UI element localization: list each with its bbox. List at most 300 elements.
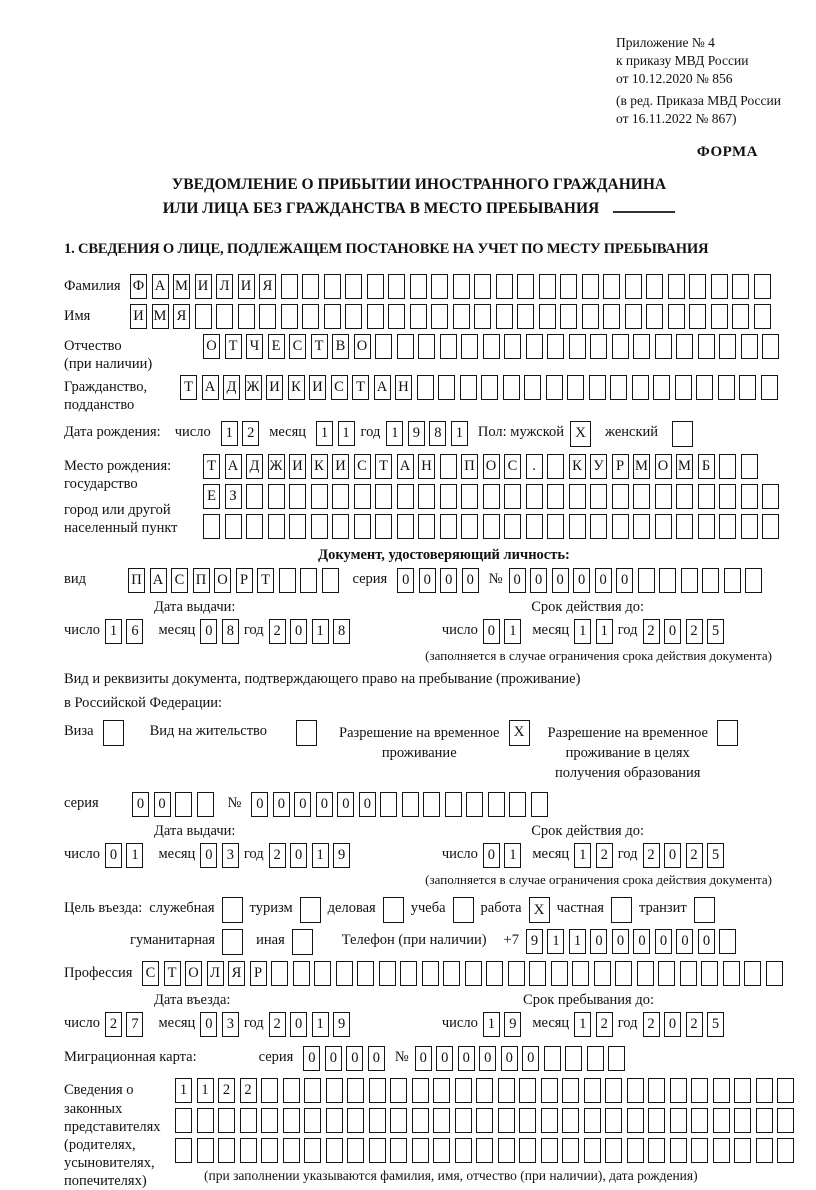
char-cell[interactable]: [281, 274, 298, 299]
char-cell[interactable]: [689, 274, 706, 299]
char-cell[interactable]: С: [354, 454, 371, 479]
char-cell[interactable]: [300, 568, 317, 593]
char-cell[interactable]: [304, 1078, 321, 1103]
char-cell[interactable]: [696, 375, 713, 400]
char-cell[interactable]: [551, 961, 568, 986]
char-cell[interactable]: О: [354, 334, 371, 359]
char-cell[interactable]: [539, 274, 556, 299]
char-cell[interactable]: [175, 1138, 192, 1163]
char-cell[interactable]: Ч: [246, 334, 263, 359]
char-cell[interactable]: [612, 484, 629, 509]
char-cell[interactable]: [680, 961, 697, 986]
char-cell[interactable]: [584, 1138, 601, 1163]
char-cell[interactable]: Е: [203, 484, 220, 509]
char-cell[interactable]: [777, 1078, 794, 1103]
char-cell[interactable]: [646, 274, 663, 299]
char-cell[interactable]: 2: [686, 1012, 703, 1037]
char-cell[interactable]: Т: [225, 334, 242, 359]
char-cell[interactable]: [498, 1078, 515, 1103]
char-cell[interactable]: [589, 375, 606, 400]
char-cell[interactable]: 8: [222, 619, 239, 644]
char-cell[interactable]: 0: [251, 792, 268, 817]
char-cell[interactable]: [504, 334, 521, 359]
char-cell[interactable]: 5: [707, 1012, 724, 1037]
char-cell[interactable]: [547, 334, 564, 359]
char-cell[interactable]: [304, 1138, 321, 1163]
char-cell[interactable]: [582, 274, 599, 299]
char-cell[interactable]: [670, 1078, 687, 1103]
char-cell[interactable]: С: [289, 334, 306, 359]
char-cell[interactable]: [388, 274, 405, 299]
char-cell[interactable]: 0: [316, 792, 333, 817]
char-cell[interactable]: 0: [655, 929, 672, 954]
char-cell[interactable]: Я: [228, 961, 245, 986]
char-cell[interactable]: [390, 1078, 407, 1103]
char-cell[interactable]: Л: [216, 274, 233, 299]
char-cell[interactable]: [732, 304, 749, 329]
char-cell[interactable]: [476, 1078, 493, 1103]
char-cell[interactable]: К: [311, 454, 328, 479]
char-cell[interactable]: О: [214, 568, 231, 593]
char-cell[interactable]: 0: [325, 1046, 342, 1071]
char-cell[interactable]: [659, 568, 676, 593]
char-cell[interactable]: И: [332, 454, 349, 479]
char-cell[interactable]: [605, 1078, 622, 1103]
char-cell[interactable]: [498, 1108, 515, 1133]
temp-residence-edu-checkbox[interactable]: [717, 720, 738, 746]
char-cell[interactable]: [293, 961, 310, 986]
char-cell[interactable]: [541, 1138, 558, 1163]
char-cell[interactable]: [453, 274, 470, 299]
char-cell[interactable]: 9: [333, 843, 350, 868]
char-cell[interactable]: С: [171, 568, 188, 593]
char-cell[interactable]: [322, 568, 339, 593]
char-cell[interactable]: [762, 514, 779, 539]
char-cell[interactable]: [658, 961, 675, 986]
char-cell[interactable]: [637, 961, 654, 986]
char-cell[interactable]: С: [142, 961, 159, 986]
char-cell[interactable]: 1: [504, 619, 521, 644]
char-cell[interactable]: [724, 568, 741, 593]
char-cell[interactable]: [461, 484, 478, 509]
char-cell[interactable]: К: [288, 375, 305, 400]
char-cell[interactable]: 1: [338, 421, 355, 446]
char-cell[interactable]: 1: [574, 1012, 591, 1037]
char-cell[interactable]: 2: [643, 619, 660, 644]
char-cell[interactable]: [498, 1138, 515, 1163]
char-cell[interactable]: [547, 454, 564, 479]
char-cell[interactable]: 1: [312, 1012, 329, 1037]
char-cell[interactable]: И: [195, 274, 212, 299]
char-cell[interactable]: О: [203, 334, 220, 359]
char-cell[interactable]: 1: [451, 421, 468, 446]
char-cell[interactable]: [638, 568, 655, 593]
char-cell[interactable]: [347, 1138, 364, 1163]
char-cell[interactable]: 0: [458, 1046, 475, 1071]
char-cell[interactable]: [367, 274, 384, 299]
char-cell[interactable]: [625, 304, 642, 329]
char-cell[interactable]: [474, 304, 491, 329]
char-cell[interactable]: 0: [664, 1012, 681, 1037]
purpose-transit-checkbox[interactable]: [694, 897, 715, 923]
char-cell[interactable]: [440, 334, 457, 359]
char-cell[interactable]: 5: [707, 619, 724, 644]
char-cell[interactable]: [240, 1138, 257, 1163]
char-cell[interactable]: [762, 334, 779, 359]
char-cell[interactable]: [483, 514, 500, 539]
char-cell[interactable]: [369, 1078, 386, 1103]
char-cell[interactable]: [481, 375, 498, 400]
char-cell[interactable]: [412, 1078, 429, 1103]
char-cell[interactable]: [410, 274, 427, 299]
char-cell[interactable]: Ф: [130, 274, 147, 299]
char-cell[interactable]: 1: [483, 1012, 500, 1037]
char-cell[interactable]: [410, 304, 427, 329]
char-cell[interactable]: М: [173, 274, 190, 299]
char-cell[interactable]: [261, 1108, 278, 1133]
char-cell[interactable]: [632, 375, 649, 400]
char-cell[interactable]: [648, 1078, 665, 1103]
char-cell[interactable]: 3: [222, 1012, 239, 1037]
char-cell[interactable]: [560, 274, 577, 299]
char-cell[interactable]: 2: [105, 1012, 122, 1037]
char-cell[interactable]: [332, 484, 349, 509]
char-cell[interactable]: 9: [333, 1012, 350, 1037]
char-cell[interactable]: Р: [612, 454, 629, 479]
char-cell[interactable]: [582, 304, 599, 329]
char-cell[interactable]: [440, 454, 457, 479]
char-cell[interactable]: [314, 961, 331, 986]
purpose-official-checkbox[interactable]: [222, 897, 243, 923]
char-cell[interactable]: 0: [290, 843, 307, 868]
char-cell[interactable]: И: [266, 375, 283, 400]
char-cell[interactable]: 2: [686, 619, 703, 644]
char-cell[interactable]: [422, 961, 439, 986]
char-cell[interactable]: 0: [595, 568, 612, 593]
char-cell[interactable]: [745, 568, 762, 593]
char-cell[interactable]: [268, 514, 285, 539]
char-cell[interactable]: 1: [105, 619, 122, 644]
char-cell[interactable]: 9: [408, 421, 425, 446]
char-cell[interactable]: [701, 961, 718, 986]
char-cell[interactable]: [744, 961, 761, 986]
char-cell[interactable]: [741, 484, 758, 509]
char-cell[interactable]: [681, 568, 698, 593]
char-cell[interactable]: .: [526, 454, 543, 479]
char-cell[interactable]: [648, 1138, 665, 1163]
char-cell[interactable]: [676, 484, 693, 509]
char-cell[interactable]: [304, 1108, 321, 1133]
char-cell[interactable]: [289, 514, 306, 539]
char-cell[interactable]: [412, 1108, 429, 1133]
char-cell[interactable]: 0: [530, 568, 547, 593]
char-cell[interactable]: Т: [257, 568, 274, 593]
char-cell[interactable]: [698, 514, 715, 539]
char-cell[interactable]: [197, 1108, 214, 1133]
char-cell[interactable]: А: [374, 375, 391, 400]
char-cell[interactable]: [519, 1108, 536, 1133]
char-cell[interactable]: [718, 375, 735, 400]
char-cell[interactable]: 0: [105, 843, 122, 868]
char-cell[interactable]: 1: [221, 421, 238, 446]
char-cell[interactable]: Т: [352, 375, 369, 400]
char-cell[interactable]: [388, 304, 405, 329]
char-cell[interactable]: 0: [132, 792, 149, 817]
char-cell[interactable]: [336, 961, 353, 986]
char-cell[interactable]: [357, 961, 374, 986]
char-cell[interactable]: 0: [633, 929, 650, 954]
char-cell[interactable]: [560, 304, 577, 329]
char-cell[interactable]: Ж: [268, 454, 285, 479]
char-cell[interactable]: [455, 1138, 472, 1163]
char-cell[interactable]: [455, 1108, 472, 1133]
char-cell[interactable]: [698, 334, 715, 359]
char-cell[interactable]: 0: [200, 1012, 217, 1037]
char-cell[interactable]: Т: [164, 961, 181, 986]
char-cell[interactable]: [605, 1108, 622, 1133]
char-cell[interactable]: 0: [664, 619, 681, 644]
char-cell[interactable]: 0: [419, 568, 436, 593]
char-cell[interactable]: 0: [479, 1046, 496, 1071]
char-cell[interactable]: [562, 1108, 579, 1133]
char-cell[interactable]: [691, 1078, 708, 1103]
char-cell[interactable]: [689, 304, 706, 329]
char-cell[interactable]: 0: [346, 1046, 363, 1071]
char-cell[interactable]: П: [461, 454, 478, 479]
char-cell[interactable]: [476, 1108, 493, 1133]
char-cell[interactable]: [238, 304, 255, 329]
char-cell[interactable]: [526, 484, 543, 509]
char-cell[interactable]: 0: [483, 843, 500, 868]
char-cell[interactable]: [268, 484, 285, 509]
char-cell[interactable]: [655, 484, 672, 509]
char-cell[interactable]: 0: [573, 568, 590, 593]
char-cell[interactable]: 0: [440, 568, 457, 593]
purpose-other-checkbox[interactable]: [292, 929, 313, 955]
char-cell[interactable]: [539, 304, 556, 329]
char-cell[interactable]: П: [193, 568, 210, 593]
char-cell[interactable]: [496, 274, 513, 299]
char-cell[interactable]: [777, 1138, 794, 1163]
char-cell[interactable]: [572, 961, 589, 986]
char-cell[interactable]: [380, 792, 397, 817]
char-cell[interactable]: [418, 514, 435, 539]
char-cell[interactable]: [603, 304, 620, 329]
char-cell[interactable]: [691, 1108, 708, 1133]
char-cell[interactable]: 0: [200, 619, 217, 644]
residence-permit-checkbox[interactable]: [296, 720, 317, 746]
char-cell[interactable]: 0: [337, 792, 354, 817]
char-cell[interactable]: [324, 304, 341, 329]
char-cell[interactable]: [283, 1078, 300, 1103]
char-cell[interactable]: [777, 1108, 794, 1133]
char-cell[interactable]: [369, 1138, 386, 1163]
char-cell[interactable]: [594, 961, 611, 986]
char-cell[interactable]: 7: [126, 1012, 143, 1037]
char-cell[interactable]: [524, 375, 541, 400]
char-cell[interactable]: [605, 1138, 622, 1163]
char-cell[interactable]: [612, 514, 629, 539]
char-cell[interactable]: Т: [203, 454, 220, 479]
char-cell[interactable]: [453, 304, 470, 329]
char-cell[interactable]: [311, 484, 328, 509]
char-cell[interactable]: [531, 792, 548, 817]
char-cell[interactable]: [761, 375, 778, 400]
char-cell[interactable]: [517, 304, 534, 329]
char-cell[interactable]: 3: [222, 843, 239, 868]
char-cell[interactable]: 2: [269, 619, 286, 644]
char-cell[interactable]: [633, 514, 650, 539]
char-cell[interactable]: 1: [547, 929, 564, 954]
char-cell[interactable]: 1: [126, 843, 143, 868]
char-cell[interactable]: [240, 1108, 257, 1133]
char-cell[interactable]: [412, 1138, 429, 1163]
char-cell[interactable]: [281, 304, 298, 329]
char-cell[interactable]: [216, 304, 233, 329]
char-cell[interactable]: [289, 484, 306, 509]
char-cell[interactable]: И: [130, 304, 147, 329]
char-cell[interactable]: [627, 1108, 644, 1133]
char-cell[interactable]: 2: [269, 1012, 286, 1037]
char-cell[interactable]: [390, 1138, 407, 1163]
char-cell[interactable]: Н: [395, 375, 412, 400]
char-cell[interactable]: 0: [397, 568, 414, 593]
char-cell[interactable]: О: [483, 454, 500, 479]
char-cell[interactable]: [433, 1138, 450, 1163]
char-cell[interactable]: 1: [569, 929, 586, 954]
char-cell[interactable]: [567, 375, 584, 400]
char-cell[interactable]: 1: [197, 1078, 214, 1103]
char-cell[interactable]: [734, 1138, 751, 1163]
char-cell[interactable]: [590, 484, 607, 509]
char-cell[interactable]: [445, 792, 462, 817]
char-cell[interactable]: [741, 334, 758, 359]
char-cell[interactable]: 0: [522, 1046, 539, 1071]
char-cell[interactable]: [610, 375, 627, 400]
char-cell[interactable]: 0: [501, 1046, 518, 1071]
char-cell[interactable]: [569, 334, 586, 359]
char-cell[interactable]: [461, 334, 478, 359]
char-cell[interactable]: И: [309, 375, 326, 400]
char-cell[interactable]: [544, 1046, 561, 1071]
char-cell[interactable]: [723, 961, 740, 986]
char-cell[interactable]: [675, 375, 692, 400]
char-cell[interactable]: [326, 1078, 343, 1103]
char-cell[interactable]: [741, 514, 758, 539]
char-cell[interactable]: Д: [246, 454, 263, 479]
female-checkbox[interactable]: [672, 421, 693, 447]
char-cell[interactable]: [711, 274, 728, 299]
char-cell[interactable]: [713, 1108, 730, 1133]
char-cell[interactable]: [433, 1078, 450, 1103]
char-cell[interactable]: 0: [590, 929, 607, 954]
char-cell[interactable]: [517, 274, 534, 299]
char-cell[interactable]: 0: [436, 1046, 453, 1071]
char-cell[interactable]: [587, 1046, 604, 1071]
char-cell[interactable]: [460, 375, 477, 400]
char-cell[interactable]: [367, 304, 384, 329]
char-cell[interactable]: Т: [311, 334, 328, 359]
char-cell[interactable]: [311, 514, 328, 539]
char-cell[interactable]: [754, 304, 771, 329]
char-cell[interactable]: 1: [312, 843, 329, 868]
char-cell[interactable]: [603, 274, 620, 299]
char-cell[interactable]: [197, 1138, 214, 1163]
char-cell[interactable]: [418, 484, 435, 509]
char-cell[interactable]: [569, 514, 586, 539]
char-cell[interactable]: [562, 1078, 579, 1103]
char-cell[interactable]: 0: [154, 792, 171, 817]
char-cell[interactable]: У: [590, 454, 607, 479]
char-cell[interactable]: 8: [333, 619, 350, 644]
char-cell[interactable]: [719, 334, 736, 359]
char-cell[interactable]: 0: [462, 568, 479, 593]
char-cell[interactable]: Ж: [245, 375, 262, 400]
char-cell[interactable]: О: [655, 454, 672, 479]
char-cell[interactable]: Б: [698, 454, 715, 479]
char-cell[interactable]: [259, 304, 276, 329]
char-cell[interactable]: 2: [240, 1078, 257, 1103]
char-cell[interactable]: [526, 514, 543, 539]
char-cell[interactable]: [379, 961, 396, 986]
char-cell[interactable]: С: [331, 375, 348, 400]
char-cell[interactable]: 2: [218, 1078, 235, 1103]
char-cell[interactable]: [739, 375, 756, 400]
char-cell[interactable]: 0: [368, 1046, 385, 1071]
char-cell[interactable]: [741, 454, 758, 479]
char-cell[interactable]: [279, 568, 296, 593]
char-cell[interactable]: [175, 792, 192, 817]
char-cell[interactable]: [246, 514, 263, 539]
char-cell[interactable]: [397, 334, 414, 359]
char-cell[interactable]: 1: [504, 843, 521, 868]
char-cell[interactable]: 0: [616, 568, 633, 593]
char-cell[interactable]: [562, 1138, 579, 1163]
char-cell[interactable]: М: [152, 304, 169, 329]
purpose-tourism-checkbox[interactable]: [300, 897, 321, 923]
char-cell[interactable]: [369, 1108, 386, 1133]
purpose-humanitarian-checkbox[interactable]: [222, 929, 243, 955]
char-cell[interactable]: 2: [269, 843, 286, 868]
char-cell[interactable]: [719, 929, 736, 954]
char-cell[interactable]: [546, 375, 563, 400]
char-cell[interactable]: [668, 274, 685, 299]
char-cell[interactable]: [261, 1138, 278, 1163]
char-cell[interactable]: [326, 1138, 343, 1163]
char-cell[interactable]: 2: [596, 843, 613, 868]
char-cell[interactable]: 0: [359, 792, 376, 817]
char-cell[interactable]: [766, 961, 783, 986]
char-cell[interactable]: [483, 484, 500, 509]
char-cell[interactable]: [302, 304, 319, 329]
char-cell[interactable]: Я: [173, 304, 190, 329]
char-cell[interactable]: [734, 1078, 751, 1103]
char-cell[interactable]: [541, 1078, 558, 1103]
char-cell[interactable]: 1: [386, 421, 403, 446]
char-cell[interactable]: [332, 514, 349, 539]
char-cell[interactable]: [375, 334, 392, 359]
char-cell[interactable]: [526, 334, 543, 359]
char-cell[interactable]: [547, 484, 564, 509]
char-cell[interactable]: [302, 274, 319, 299]
char-cell[interactable]: Н: [418, 454, 435, 479]
char-cell[interactable]: А: [225, 454, 242, 479]
char-cell[interactable]: [713, 1078, 730, 1103]
char-cell[interactable]: О: [185, 961, 202, 986]
char-cell[interactable]: Р: [236, 568, 253, 593]
char-cell[interactable]: [195, 304, 212, 329]
char-cell[interactable]: 1: [574, 619, 591, 644]
